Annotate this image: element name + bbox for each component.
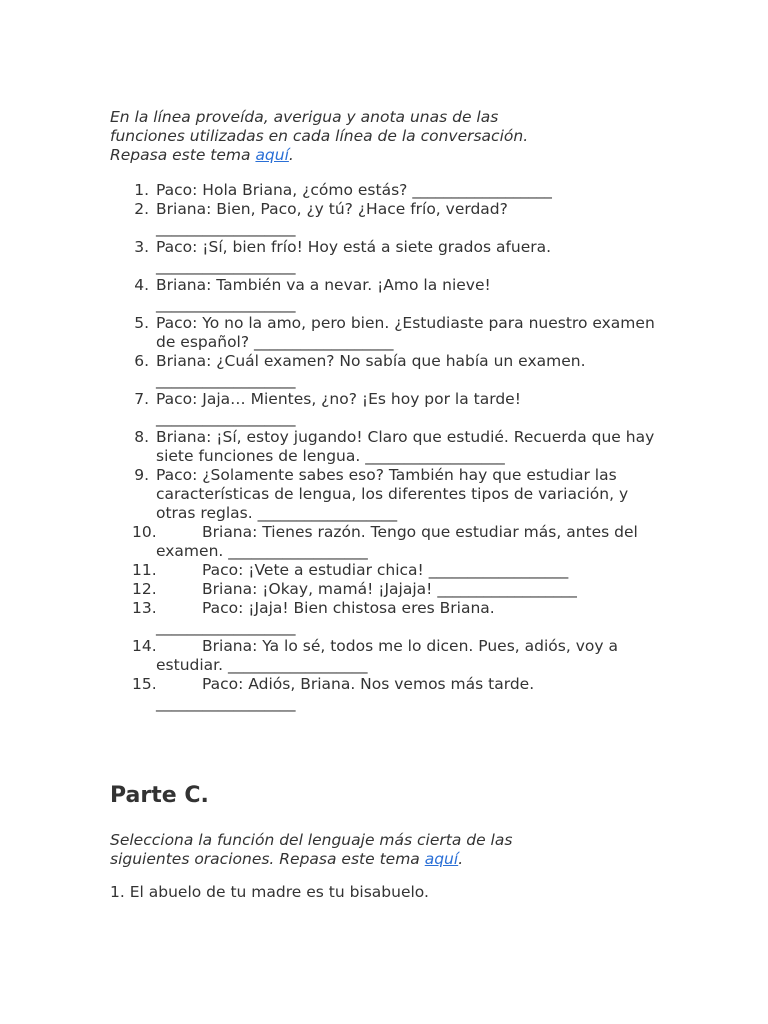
answer-blank: __________________: [156, 295, 296, 313]
instructions: En la línea proveída, averigua y anota unas de las funciones utilizadas en cada línea de la conversación. Repasa este tema aquí.: [110, 108, 529, 164]
question-1: 1. El abuelo de tu madre es tu bisabuelo.: [110, 883, 429, 901]
list-item: 5. Paco: Yo no la amo, pero bien. ¿Estudiaste para nuestro examen de español? __________________: [134, 314, 655, 351]
answer-blank: __________________: [228, 542, 368, 560]
answer-blank: __________________: [156, 409, 296, 427]
list-item: 1. Paco: Hola Briana, ¿cómo estás? __________________: [134, 181, 552, 199]
answer-blank: __________________: [257, 504, 398, 522]
list-item: 7. Paco: Jaja… Mientes, ¿no? ¡Es hoy por la tarde! __________________: [110, 390, 670, 428]
list-item: 13. Paco: ¡Jaja! Bien chistosa eres Briana. __________________: [110, 599, 670, 637]
list-item: 14. Briana: Ya lo sé, todos me lo dicen. Pues, adiós, voy a estudiar. __________________: [132, 637, 618, 674]
document-page: [110, 108, 670, 902]
answer-blank: __________________: [156, 694, 296, 712]
list-item: 6. Briana: ¿Cuál examen? No sabía que había un examen. __________________: [110, 352, 670, 390]
list-item: 4. Briana: También va a nevar. ¡Amo la nieve! __________________: [110, 276, 670, 314]
answer-blank: __________________: [156, 257, 296, 275]
review-link[interactable]: aquí: [424, 850, 459, 868]
section-heading: Parte C.: [110, 783, 209, 808]
answer-blank: __________________: [412, 181, 552, 199]
answer-blank: __________________: [428, 561, 569, 579]
conversation-list: [110, 181, 670, 713]
list-item: 15. Paco: Adiós, Briana. Nos vemos más tarde. __________________: [110, 675, 670, 713]
answer-blank: __________________: [156, 219, 296, 237]
list-item: 3. Paco: ¡Sí, bien frío! Hoy está a siete grados afuera. __________________: [110, 238, 670, 276]
review-link[interactable]: aquí: [255, 146, 289, 164]
list-item: 9. Paco: ¿Solamente sabes eso? También hay que estudiar las características de lengua, los diferentes tipos de variación, y otras reglas. __________________: [134, 466, 629, 522]
answer-blank: __________________: [254, 333, 394, 351]
section-instructions: Selecciona la función del lenguaje más cierta de las siguientes oraciones. Repasa este tema aquí.: [110, 831, 513, 868]
answer-blank: __________________: [156, 371, 296, 389]
list-item: 8. Briana: ¡Sí, estoy jugando! Claro que estudié. Recuerda que hay siete funciones de lengua. __________________: [134, 428, 655, 465]
answer-blank: __________________: [227, 656, 368, 674]
answer-blank: __________________: [156, 618, 296, 636]
list-item: 10. Briana: Tienes razón. Tengo que estudiar más, antes del examen. __________________: [132, 523, 638, 560]
answer-blank: __________________: [365, 447, 505, 465]
list-item: 11. Paco: ¡Vete a estudiar chica! __________________: [132, 561, 569, 579]
answer-blank: __________________: [437, 580, 577, 598]
list-item: 2. Briana: Bien, Paco, ¿y tú? ¿Hace frío, verdad? __________________: [110, 200, 670, 238]
list-item: 12. Briana: ¡Okay, mamá! ¡Jajaja! __________________: [132, 580, 577, 598]
